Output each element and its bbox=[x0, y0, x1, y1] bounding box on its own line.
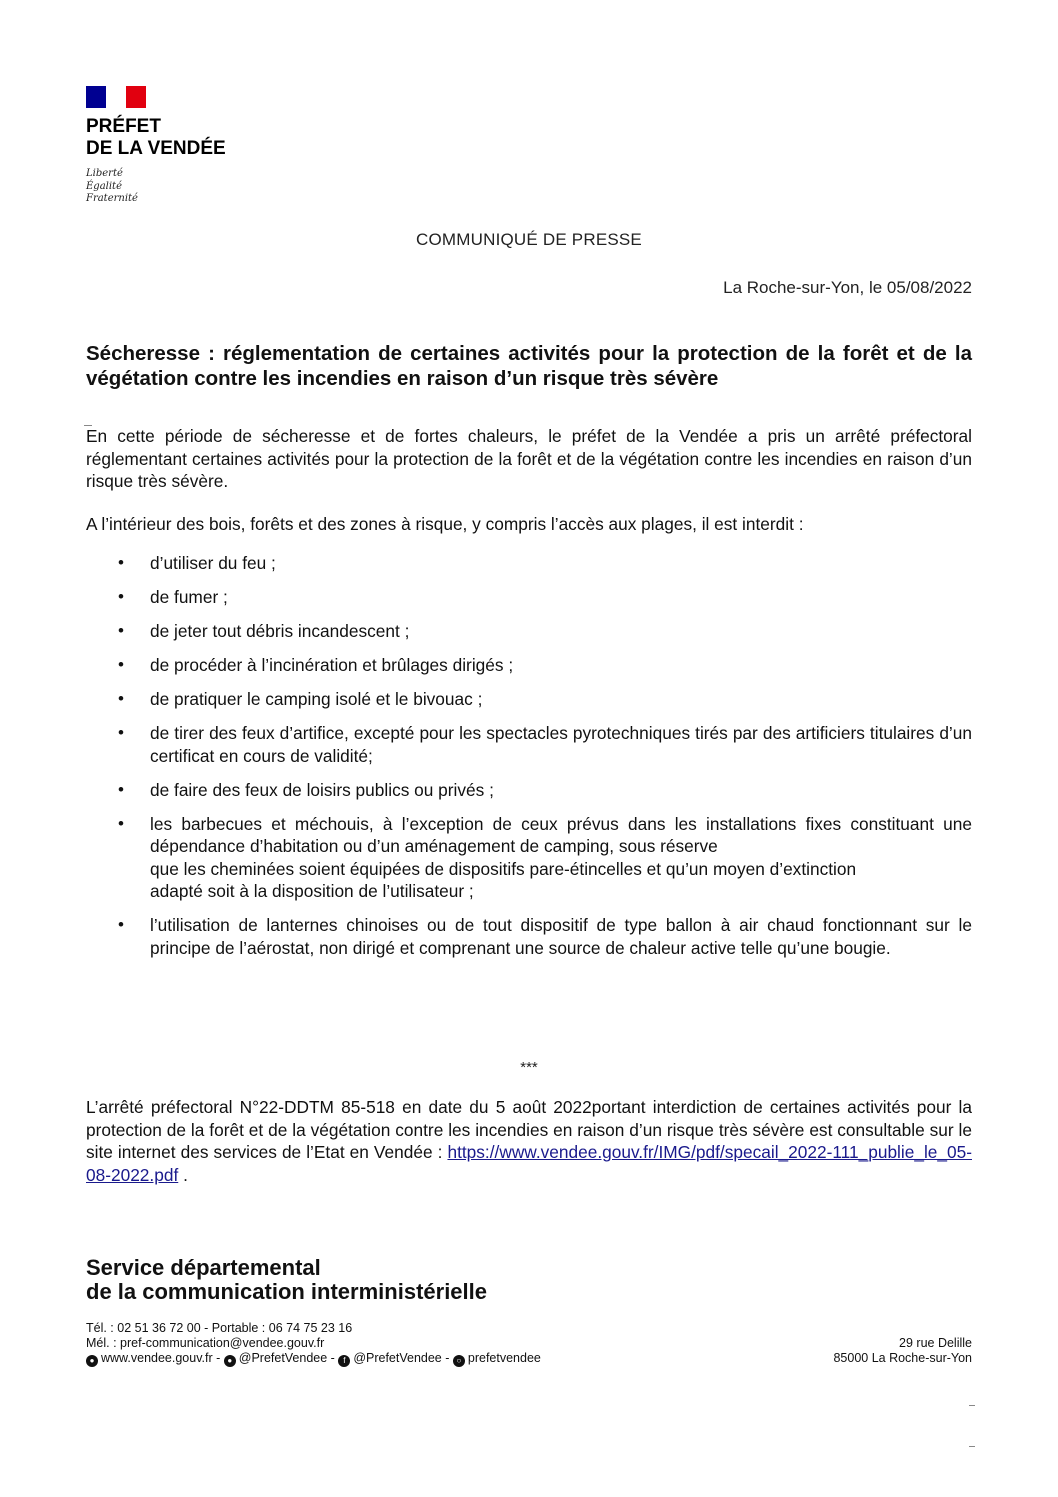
contact-social-row: ● www.vendee.gouv.fr - ● @PrefetVendee - f @PrefetVendee - ○ prefetvendee bbox=[86, 1351, 541, 1367]
page-edge-mark bbox=[969, 1446, 975, 1447]
prefecture-name bbox=[86, 116, 226, 160]
contact-block bbox=[86, 1321, 541, 1367]
website-link[interactable]: www.vendee.gouv.fr bbox=[101, 1351, 213, 1365]
decree-text: L’arrêté préfectoral N°22-DDTM 85-518 en date du 5 août 2022portant interdiction de certaines activités pour la protection de la forêt et de la végétation contre les incendies en raison d’un risque très sévère est consultable sur le site internet des services de l’Etat en Vendée : bbox=[86, 1097, 972, 1162]
list-item: • de tirer des feux d’artifice, excepté pour les spectacles pyrotechniques tirés par des artificiers titulaires d’un certificat en cours de validité; bbox=[118, 722, 972, 767]
decree-pdf-link[interactable]: https://www.vendee.gouv.fr/IMG/pdf/specail_2022-111_publie_le_05-08-2022.pdf bbox=[86, 1142, 972, 1185]
decree-paragraph bbox=[86, 1096, 972, 1186]
decree-end: . bbox=[183, 1164, 188, 1185]
list-item: • de pratiquer le camping isolé et le bivouac ; bbox=[118, 688, 972, 711]
republic-flag-logo bbox=[86, 86, 146, 108]
press-release-title: Sécheresse : réglementation de certaines activités pour la protection de la forêt et de la végétation contre les incendies en raison d’un risque très sévère bbox=[86, 342, 972, 390]
postal-address bbox=[833, 1336, 972, 1366]
motto-egalite: Égalité bbox=[86, 180, 122, 192]
section-separator: *** bbox=[520, 1059, 538, 1076]
list-item: • de jeter tout débris incandescent ; bbox=[118, 620, 972, 643]
list-item: • de faire des feux de loisirs publics ou privés ; bbox=[118, 779, 972, 802]
list-item: • de procéder à l’incinération et brûlages dirigés ; bbox=[118, 654, 972, 677]
flag-red-band bbox=[126, 86, 146, 108]
prefecture-name-line1: PRÉFET bbox=[86, 116, 161, 137]
page-edge-mark bbox=[969, 1405, 975, 1406]
facebook-icon: f bbox=[338, 1355, 350, 1367]
flag-blue-band bbox=[86, 86, 106, 108]
twitter-handle[interactable]: @PrefetVendee bbox=[238, 1351, 328, 1365]
twitter-icon: ● bbox=[224, 1355, 236, 1367]
list-item-line: adapté soit à la disposition de l’utilisateur ; bbox=[150, 881, 474, 901]
flag-white-band bbox=[106, 86, 126, 108]
prohibitions-list bbox=[118, 552, 972, 971]
address-city: 85000 La Roche-sur-Yon bbox=[833, 1351, 972, 1365]
motto-fraternite: Fraternité bbox=[86, 193, 138, 204]
page-edge-mark bbox=[84, 425, 92, 426]
list-item-line: que les cheminées soient équipées de dispositifs pare-étincelles et qu’un moyen d’extinction bbox=[150, 858, 857, 879]
address-street: 29 rue Delille bbox=[899, 1336, 972, 1350]
contact-phone: Tél. : 02 51 36 72 00 - Portable : 06 74 75 23 16 bbox=[86, 1321, 353, 1335]
intro-paragraph: En cette période de sécheresse et de fortes chaleurs, le préfet de la Vendée a pris un arrêté préfectoral réglementant certaines activités pour la protection de la forêt et de la végétation contre les incendies en raison d’un risque très sévère. bbox=[86, 426, 972, 491]
instagram-handle[interactable]: prefetvendee bbox=[467, 1351, 541, 1365]
service-name-line1: Service départemental bbox=[86, 1255, 321, 1280]
facebook-handle[interactable]: @PrefetVendee bbox=[353, 1351, 442, 1365]
list-item-line: • les barbecues et méchouis, à l’exception de ceux prévus dans les installations fixes constituant une dépendance d’habitation ou d’un aménagement de camping, sous réserve bbox=[150, 813, 972, 856]
list-item: • de fumer ; bbox=[118, 586, 972, 609]
service-name bbox=[86, 1256, 487, 1304]
service-name-line2: de la communication interministérielle bbox=[86, 1279, 487, 1304]
globe-icon: ● bbox=[86, 1355, 98, 1367]
list-item bbox=[118, 813, 972, 903]
prefecture-name-line2: DE LA VENDÉE bbox=[86, 138, 226, 159]
instagram-icon: ○ bbox=[453, 1355, 465, 1367]
contact-mail[interactable]: Mél. : pref-communication@vendee.gouv.fr bbox=[86, 1336, 325, 1350]
document-type-heading: COMMUNIQUÉ DE PRESSE bbox=[416, 230, 642, 249]
prohibitions-lead-in: A l’intérieur des bois, forêts et des zones à risque, y compris l’accès aux plages, il est interdit : bbox=[86, 514, 804, 534]
list-item: • l’utilisation de lanternes chinoises ou de tout dispositif de type ballon à air chaud fonctionnant sur le principe de l’aérostat, non dirigé et comprenant une source de chaleur active telle qu’une bougie. bbox=[118, 914, 972, 959]
motto-liberte: Liberté bbox=[86, 168, 123, 179]
place-and-date: La Roche-sur-Yon, le 05/08/2022 bbox=[723, 278, 972, 297]
list-item: • d’utiliser du feu ; bbox=[118, 552, 972, 575]
republic-motto bbox=[86, 168, 138, 206]
